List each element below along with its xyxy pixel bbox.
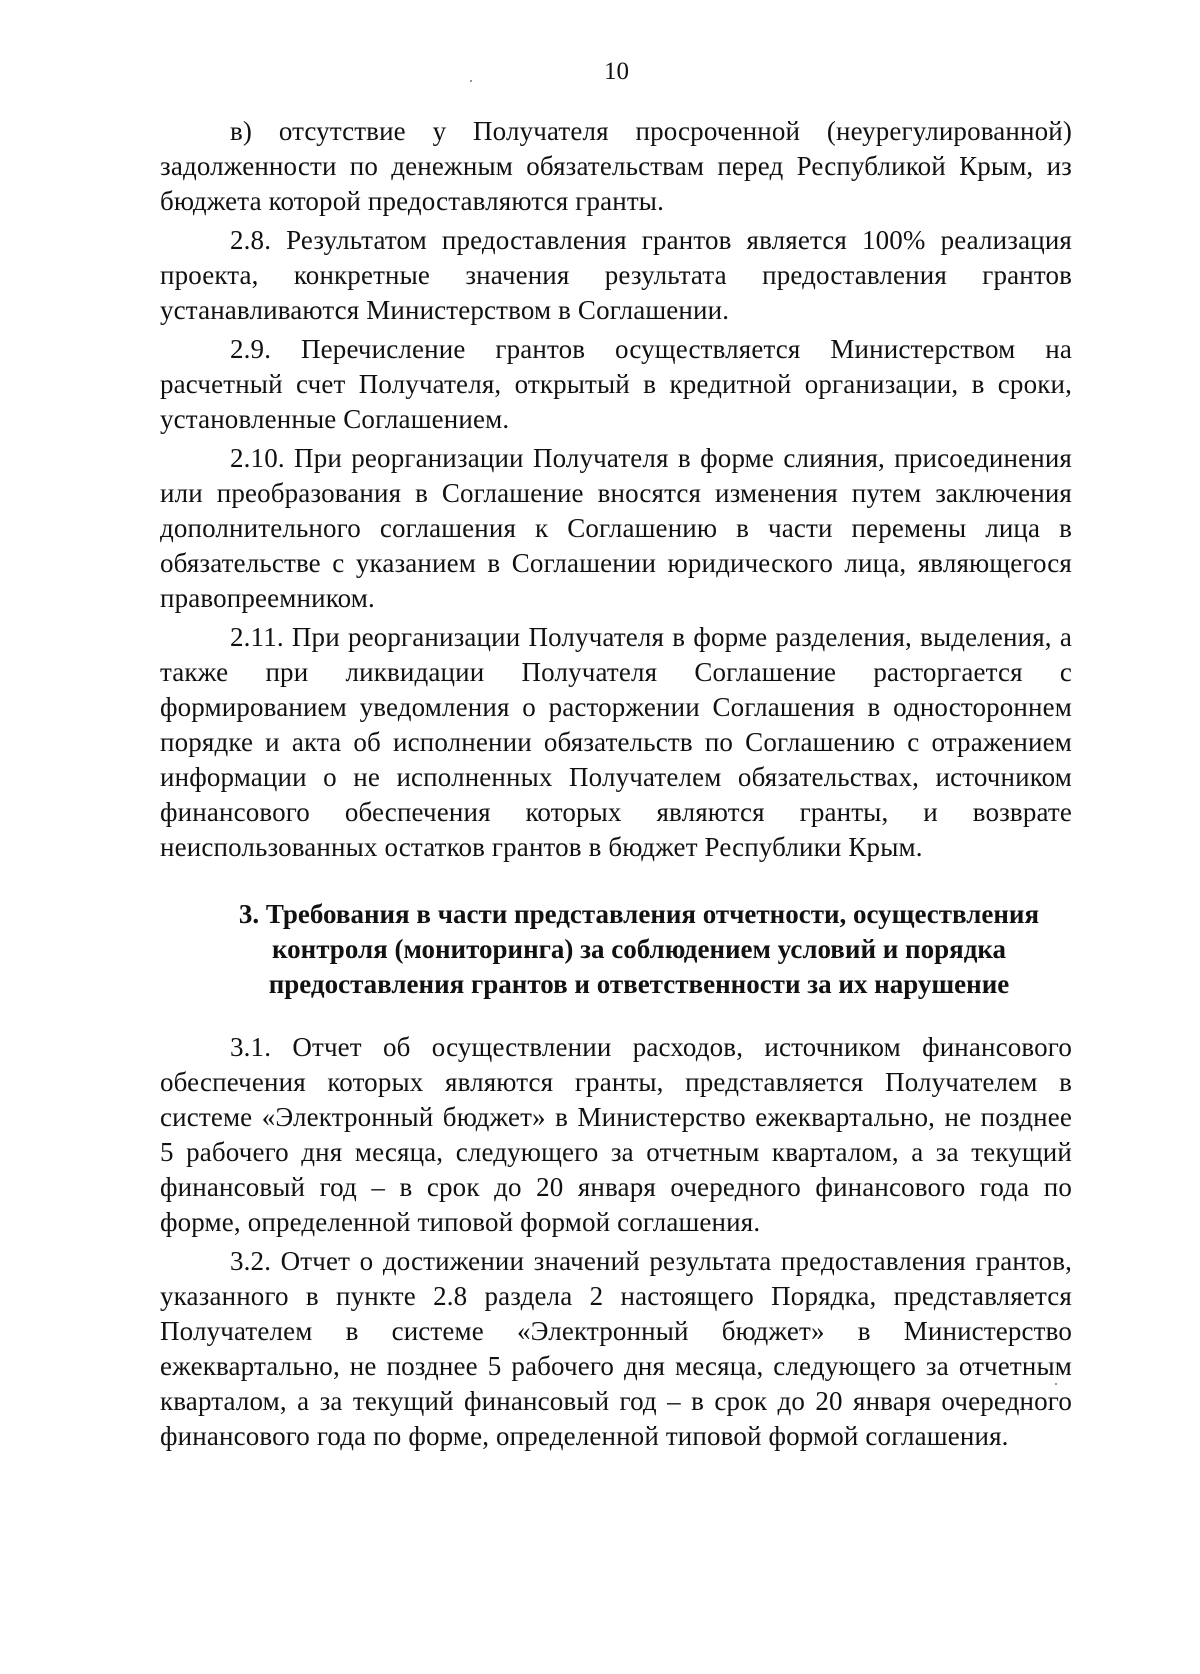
scan-speck	[1055, 1383, 1057, 1385]
document-body	[160, 114, 1072, 1458]
paragraph-2-8: 2.8. Результатом предоставления грантов является 100% реализация проекта, конкретные значения результата предоставления грантов устанавливаются Министерством в Соглашении.	[160, 225, 1072, 325]
scan-speck	[470, 80, 472, 82]
section-heading-line: 3. Требования в части представления отчетности, осуществления	[238, 899, 1040, 929]
section-heading-line: контроля (мониторинга) за соблюдением условий и порядка	[271, 934, 1007, 964]
page-number: 10	[604, 58, 629, 85]
paragraph-v: в) отсутствие у Получателя просроченной (неурегулированной) задолженности по денежным обязательствам перед Республикой Крым, из бюджета которой предоставляются гранты.	[160, 116, 1072, 216]
paragraph-3-2: 3.2. Отчет о достижении значений результата предоставления грантов, указанного в пункте 2.8 раздела 2 настоящего Порядка, представляется Получателем в системе «Электронный бюджет» в Министерство ежеквартально, не позднее 5 рабочего дня месяца, следующего за отчетным кварталом, а за текущий финансовый год – в срок до 20 января очередного финансового года по форме, определенной типовой формой соглашения.	[160, 1246, 1072, 1451]
paragraph-2-11: 2.11. При реорганизации Получателя в форме разделения, выделения, а также при ликвидации Получателя Соглашение расторгается с формированием уведомления о расторжении Соглашения в одностороннем порядке и акта об исполнении обязательств по Соглашению с отражением информации о не исполненных Получателем обязательствах, источником финансового обеспечения которых являются гранты, и возврате неиспользованных остатков грантов в бюджет Республики Крым.	[160, 622, 1072, 862]
section-3-heading	[160, 897, 1072, 1002]
section-heading-line: предоставления грантов и ответственности за их нарушение	[268, 969, 1010, 999]
paragraph-2-10: 2.10. При реорганизации Получателя в форме слияния, присоединения или преобразования в Соглашение вносятся изменения путем заключения дополнительного соглашения к Соглашению в части перемены лица в обязательстве с указанием в Соглашении юридического лица, являющегося правопреемником.	[160, 443, 1072, 613]
paragraph-2-9: 2.9. Перечисление грантов осуществляется Министерством на расчетный счет Получателя, открытый в кредитной организации, в сроки, установленные Соглашением.	[160, 334, 1072, 434]
paragraph-3-1: 3.1. Отчет об осуществлении расходов, источником финансового обеспечения которых являются гранты, представляется Получателем в системе «Электронный бюджет» в Министерство ежеквартально, не позднее 5 рабочего дня месяца, следующего за отчетным кварталом, а за текущий финансовый год – в срок до 20 января очередного финансового года по форме, определенной типовой формой соглашения.	[160, 1032, 1072, 1237]
